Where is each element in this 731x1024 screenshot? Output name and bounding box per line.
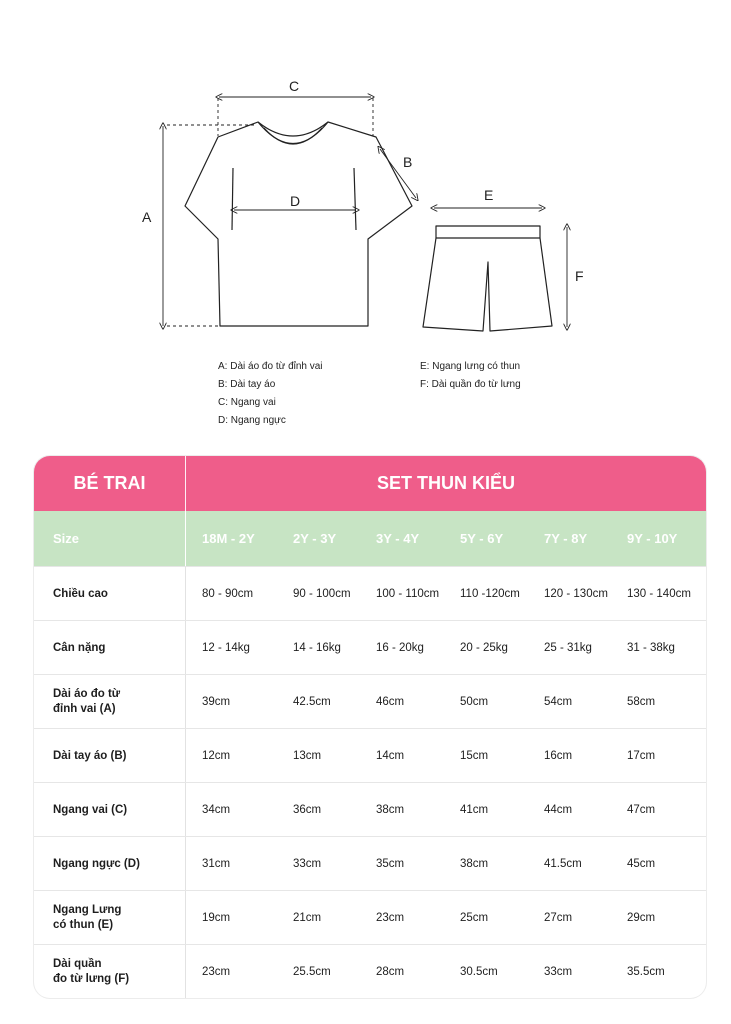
table-cell: 41.5cm	[544, 858, 582, 870]
table-cell: 120 - 130cm	[544, 588, 608, 600]
table-cell: 30.5cm	[460, 966, 498, 978]
size-header-cell: 5Y - 6Y	[460, 531, 504, 546]
legend-item-b: B: Dài tay áo	[218, 379, 276, 390]
legend-item-a: A: Dài áo đo từ đỉnh vai	[218, 361, 323, 372]
table-cell: 80 - 90cm	[202, 588, 254, 600]
table-cell: 42.5cm	[293, 696, 331, 708]
table-cell: 35cm	[376, 858, 405, 870]
legend-right	[420, 358, 521, 394]
size-header-cell: 9Y - 10Y	[627, 531, 678, 546]
table-cell: 21cm	[293, 912, 322, 924]
table-row	[34, 782, 706, 837]
row-label: Chiều cao	[53, 587, 108, 600]
row-label: Dài quần đo từ lưng (F)	[53, 958, 130, 985]
category-title: BÉ TRAI	[34, 456, 186, 511]
table-cell: 41cm	[460, 804, 489, 816]
legend-item-f: F: Dài quần đo từ lưng	[420, 379, 521, 390]
table-cell: 36cm	[293, 804, 322, 816]
dimension-d-label: D	[290, 193, 301, 209]
table-row	[34, 728, 706, 783]
table-cell: 25 - 31kg	[544, 642, 592, 654]
table-cell: 16 - 20kg	[376, 642, 424, 654]
table-cell: 45cm	[627, 858, 656, 870]
legend-left	[218, 358, 323, 430]
table-cell: 33cm	[293, 858, 322, 870]
table-cell: 25.5cm	[293, 966, 331, 978]
row-label: Dài áo đo từ đỉnh vai (A)	[53, 688, 121, 715]
product-title: SET THUN KIỂU	[376, 473, 515, 493]
size-header-row	[34, 511, 706, 566]
table-cell: 23cm	[376, 912, 405, 924]
table-cell: 14 - 16kg	[293, 642, 341, 654]
legend-item-d: D: Ngang ngực	[218, 415, 286, 426]
table-cell: 47cm	[627, 804, 656, 816]
table-cell: 130 - 140cm	[627, 588, 691, 600]
table-row	[34, 836, 706, 891]
table-cell: 34cm	[202, 804, 231, 816]
table-cell: 17cm	[627, 750, 656, 762]
table-cell: 23cm	[202, 966, 231, 978]
size-chart-table	[34, 456, 706, 998]
table-row	[34, 890, 706, 945]
size-header-cell: 3Y - 4Y	[376, 531, 420, 546]
row-label: Dài tay áo (B)	[53, 749, 127, 762]
size-header-cell: 2Y - 3Y	[293, 531, 337, 546]
table-cell: 38cm	[460, 858, 489, 870]
size-label: Size	[53, 531, 80, 546]
table-cell: 38cm	[376, 804, 405, 816]
table-header	[34, 456, 706, 511]
table-cell: 25cm	[460, 912, 489, 924]
table-cell: 58cm	[627, 696, 656, 708]
row-label: Cân nặng	[53, 641, 106, 654]
legend-item-e: E: Ngang lưng có thun	[420, 361, 521, 372]
tshirt-outline	[185, 122, 412, 326]
dimension-c-label: C	[289, 78, 300, 94]
table-cell: 35.5cm	[627, 966, 665, 978]
shorts-outline	[423, 226, 552, 331]
table-row	[34, 674, 706, 729]
table-cell: 12 - 14kg	[202, 642, 250, 654]
dimension-b-label: B	[403, 154, 413, 170]
dimension-e-label: E	[484, 187, 494, 203]
table-cell: 100 - 110cm	[376, 588, 440, 600]
table-cell: 19cm	[202, 912, 231, 924]
table-cell: 13cm	[293, 750, 322, 762]
legend-item-c: C: Ngang vai	[218, 397, 276, 408]
table-cell: 110 -120cm	[460, 588, 520, 600]
row-label: Ngang ngực (D)	[53, 857, 140, 870]
table-cell: 29cm	[627, 912, 656, 924]
table-row	[34, 620, 706, 675]
table-cell: 12cm	[202, 750, 231, 762]
table-cell: 39cm	[202, 696, 231, 708]
dimension-a-label: A	[142, 209, 152, 225]
row-label: Ngang vai (C)	[53, 803, 128, 816]
size-header-cell: 7Y - 8Y	[544, 531, 588, 546]
table-cell: 16cm	[544, 750, 573, 762]
table-cell: 50cm	[460, 696, 489, 708]
garment-measurement-diagram	[0, 0, 731, 340]
size-header-cell: 18M - 2Y	[202, 531, 255, 546]
table-cell: 90 - 100cm	[293, 588, 351, 600]
table-cell: 15cm	[460, 750, 489, 762]
row-label: Ngang Lưng có thun (E)	[53, 904, 122, 931]
table-cell: 33cm	[544, 966, 573, 978]
table-cell: 20 - 25kg	[460, 642, 508, 654]
table-cell: 44cm	[544, 804, 573, 816]
table-cell: 31cm	[202, 858, 231, 870]
table-cell: 27cm	[544, 912, 573, 924]
table-cell: 28cm	[376, 966, 405, 978]
table-cell: 31 - 38kg	[627, 642, 675, 654]
table-cell: 14cm	[376, 750, 405, 762]
dimension-f-label: F	[575, 268, 584, 284]
table-cell: 46cm	[376, 696, 405, 708]
table-row	[34, 944, 706, 998]
table-cell: 54cm	[544, 696, 573, 708]
table-row	[34, 566, 706, 621]
